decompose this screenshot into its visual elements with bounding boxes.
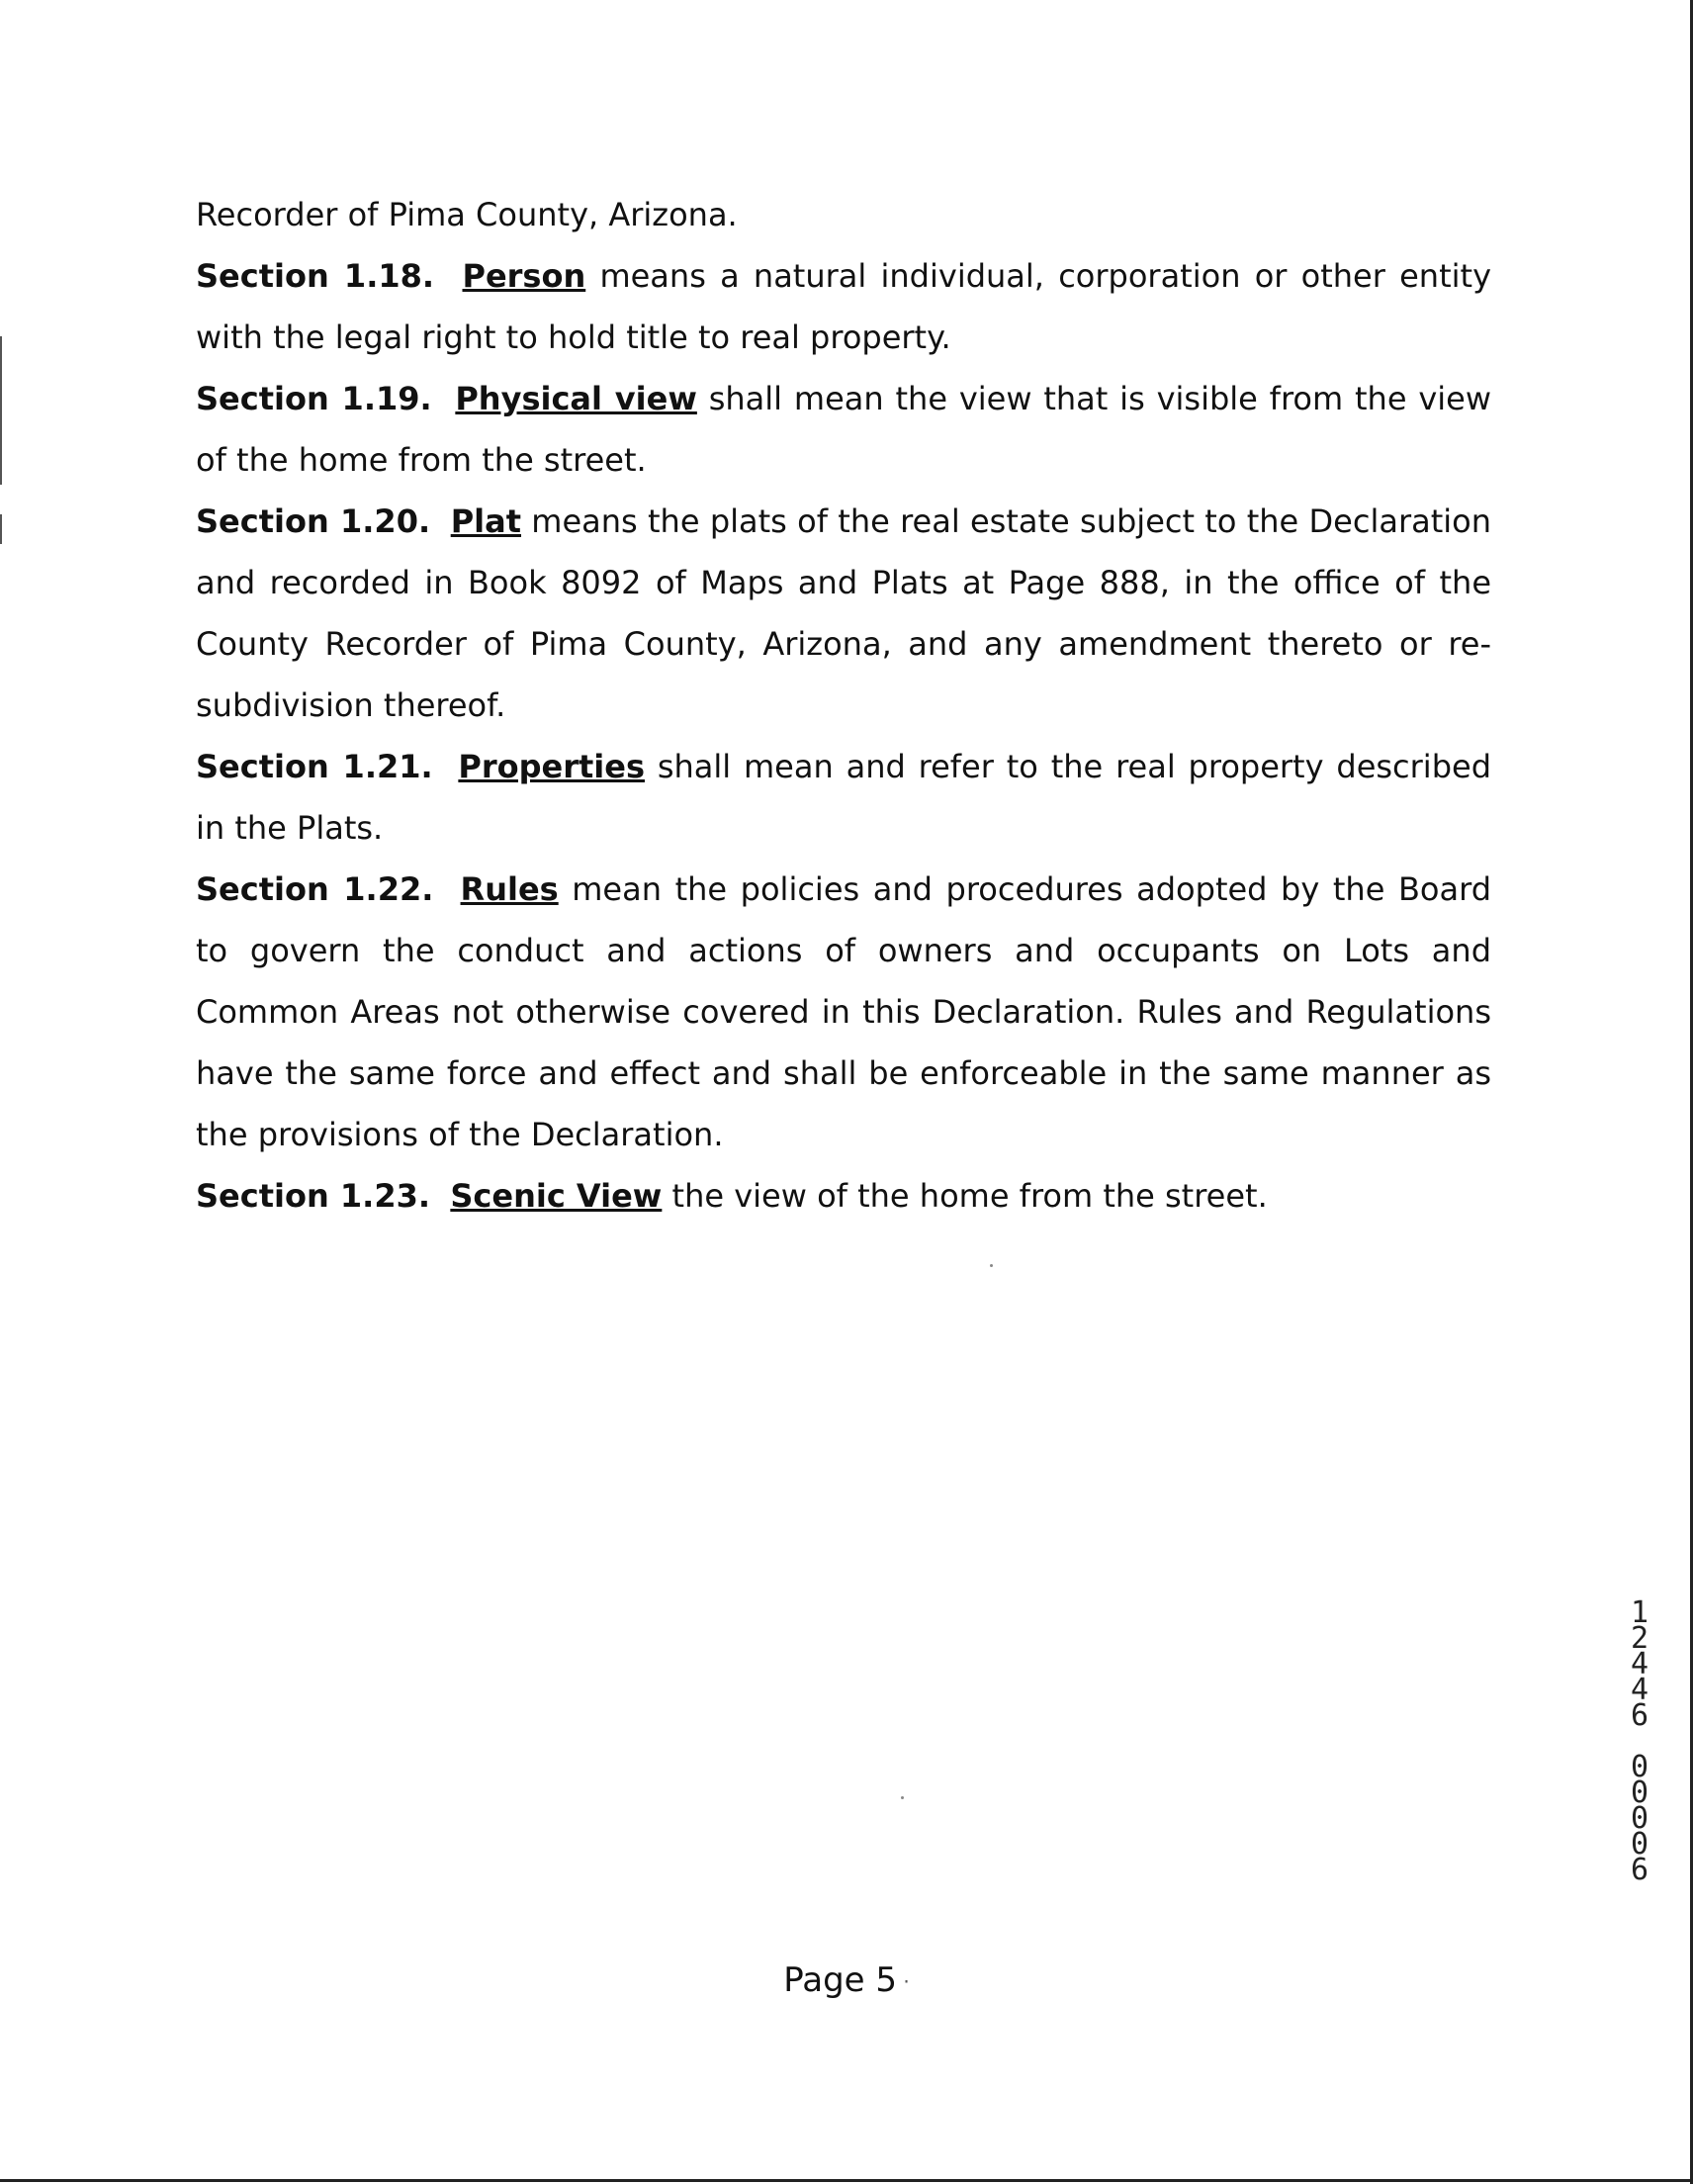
defined-term: Properties <box>458 748 645 785</box>
section-1-19 <box>196 368 1491 491</box>
document-body <box>196 184 1491 1227</box>
section-number: Section 1.22. <box>196 870 434 908</box>
defined-term: Rules <box>460 870 559 908</box>
section-1-20 <box>196 491 1491 736</box>
stamp-digit: 6 <box>1630 1853 1649 1887</box>
page-number <box>0 1960 1693 2000</box>
stamp-digit: 6 <box>1630 1698 1649 1733</box>
stamp-digit: 4 <box>1630 1647 1649 1682</box>
page-edge-mark <box>0 336 2 485</box>
page-border-bottom <box>0 2179 1693 2182</box>
stamp-digit: 2 <box>1630 1621 1649 1656</box>
stamp-digit: 0 <box>1630 1775 1649 1810</box>
section-text: the view of the home from the street. <box>662 1177 1268 1215</box>
section-1-22 <box>196 859 1491 1165</box>
section-text: mean the policies and procedures adopted by the Board to govern the conduct and actions of owners and occupants on Lots and Common Areas not otherwise covered in this Declaration. Rules and Regulations have the same force and effect and shall be enforceable in the same manner as the provisions of the Declaration. <box>196 870 1492 1153</box>
page-edge-mark <box>0 514 2 544</box>
defined-term: Physical view <box>455 380 697 417</box>
defined-term: Person <box>462 257 586 295</box>
section-number: Section 1.21. <box>196 748 433 785</box>
scan-speck <box>990 1264 993 1267</box>
section-text: means a natural individual, corporation or other entity with the legal right to hold title to real property. <box>196 257 1492 356</box>
section-text: means the plats of the real estate subject to the Declaration and recorded in Book 8092 of Maps and Plats at Page 888, in the office of the County Recorder of Pima County, Arizona, and any amendment thereto or re-subdivision thereof. <box>196 502 1492 724</box>
scan-speck <box>901 1796 904 1799</box>
section-number: Section 1.20. <box>196 502 431 540</box>
page-label: Page 5 <box>783 1960 898 2000</box>
stamp-digit: 1 <box>1630 1595 1649 1630</box>
section-number: Section 1.18. <box>196 257 435 295</box>
defined-term: Plat <box>450 502 522 540</box>
section-1-23 <box>196 1165 1491 1227</box>
stamp-digit: 0 <box>1630 1750 1649 1784</box>
section-1-18 <box>196 245 1491 368</box>
stamp-digit: 0 <box>1630 1827 1649 1862</box>
section-number: Section 1.23. <box>196 1177 430 1215</box>
continuation-text: Recorder of Pima County, Arizona. <box>196 196 738 233</box>
section-text: shall mean the view that is visible from the view of the home from the street. <box>196 380 1492 479</box>
stamp-digit: 4 <box>1630 1673 1649 1707</box>
page-dot-mark: · <box>897 1969 910 1994</box>
section-number: Section 1.19. <box>196 380 432 417</box>
section-text: shall mean and refer to the real property described in the Plats. <box>196 748 1492 847</box>
defined-term: Scenic View <box>450 1177 663 1215</box>
section-1-21 <box>196 736 1491 859</box>
stamp-digit: 0 <box>1630 1801 1649 1836</box>
recording-stamp <box>1622 1595 1657 1887</box>
